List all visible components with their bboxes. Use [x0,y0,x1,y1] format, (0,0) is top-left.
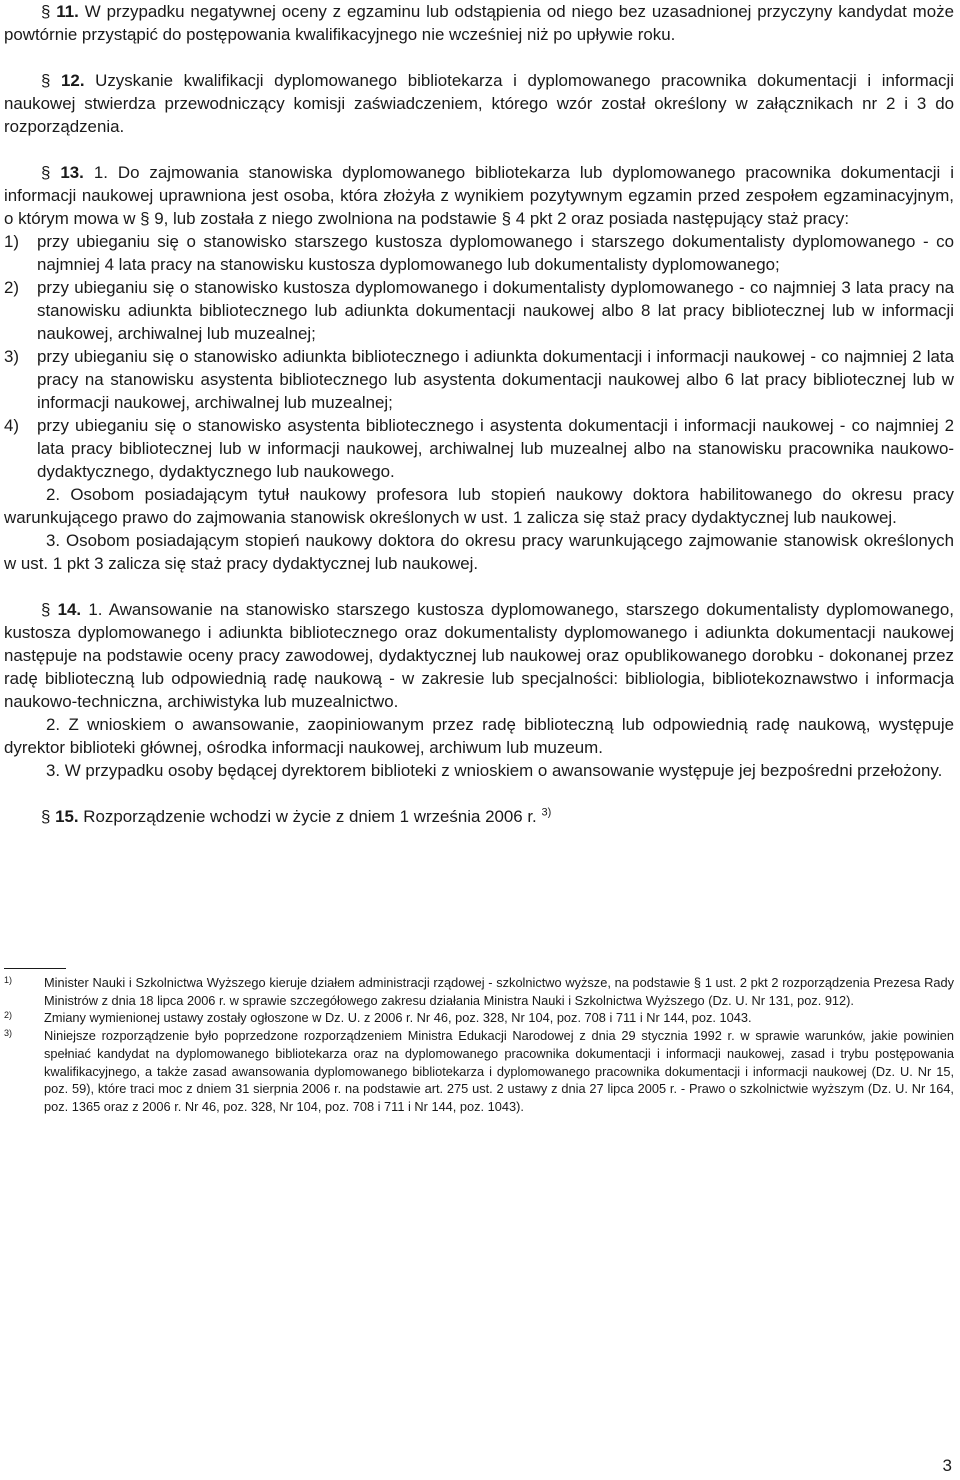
section-14-paragraph-3: 3. W przypadku osoby będącej dyrektorem biblioteki z wnioskiem o awansowanie występuje jej bezpośredni przełożony. [46,761,943,780]
list-item-number: 3) [4,347,20,366]
list-item-text: przy ubieganiu się o stanowisko kustosza dyplomowanego i dokumentalisty dyplomowanego - co najmniej 3 lata pracy na stanowisku adiunkta bibliotecznego lub adiunkta dokumentacji naukowej albo 8 lat pracy bibliotecznej lub w informacji naukowej, archiwalnej lub muzealnej; [37,278,954,343]
main-text [4,0,954,828]
section-number: 11. [56,2,79,21]
section-sign: § [501,209,512,228]
footnote-ref: 3) [541,806,552,819]
section-14-paragraph-1 [4,598,954,713]
footnote-mark: 1) [4,975,13,985]
section-sign: § [41,71,51,90]
section-sign: § [140,209,150,228]
section-11 [4,0,954,46]
section-15 [4,805,954,828]
section-sign: § [41,163,51,182]
section-15-text: Rozporządzenie wchodzi w życie z dniem 1 września 2006 r. [83,807,537,826]
section-12-text: Uzyskanie kwalifikacji dyplomowanego bibliotekarza i dyplomowanego pracownika dokumentacji i informacji naukowej stwierdza przewodniczący komisji zaświadczeniem, którego wzór został określony w załącznikach nr 2 i 3 do rozporządzenia. [4,71,954,136]
footnote-divider [4,968,66,969]
list-item-text: przy ubieganiu się o stanowisko asystenta bibliotecznego i asystenta dokumentacji i informacji naukowej - co najmniej 2 lata pracy bibliotecznej lub w informacji naukowej, archiwalnej lub muzealnej albo na stanowisku pracownika naukowo-dydaktycznego, dydaktycznego lub naukowego. [37,416,954,481]
footnotes [4,974,954,1116]
section-sign: § [41,600,51,619]
footnote [4,1027,954,1116]
section-13-text-c: 4 pkt 2 oraz posiada następujący staż pracy: [515,209,850,228]
list-item-text: przy ubieganiu się o stanowisko starszego kustosza dyplomowanego i starszego dokumentalisty dyplomowanego - co najmniej 4 lata pracy na stanowisku kustosza dyplomowanego lub dokumentalisty dyplomowanego; [37,232,954,274]
list-item-number: 1) [4,232,20,251]
footnote-mark: 2) [4,1010,13,1021]
list-item [4,230,954,276]
section-number: 13. [60,163,84,182]
section-14-paragraph-2: 2. Z wnioskiem o awansowanie, zaopiniowanym przez radę biblioteczną lub odpowiednią radę naukową, występuje dyrektor biblioteki głównej, ośrodka informacji naukowej, archiwum lub muzeum. [4,715,954,757]
list-item-text: przy ubieganiu się o stanowisko adiunkta bibliotecznego i adiunkta dokumentacji i informacji naukowej - co najmniej 2 lata pracy na stanowisku asystenta bibliotecznego lub asystenta dokumentacji naukowej albo 6 lat pracy bibliotecznej lub w informacji naukowej, archiwalnej lub muzealnej; [37,347,954,412]
footnote-text: Niniejsze rozporządzenie było poprzedzone rozporządzeniem Ministra Edukacji Narodowej z dnia 29 stycznia 1992 r. w sprawie warunków, jakie powinien spełniać kandydat na dyplomowanego bibliotekarza oraz na dyplomowanego pracownika dokumentacji i informacji naukowej, zasad i trybu postępowania kwalifikacyjnego, a także zasad awansowania dyplomowanego bibliotekarza i dyplomowanego pracownika dokumentacji i informacji naukowej (Dz. U. Nr 15, poz. 59), które traci moc z dniem 31 sierpnia 2006 r. na podstawie art. 275 ust. 2 ustawy z dnia 27 lipca 2005 r. - Prawo o szkolnictwie wyższym (Dz. U. Nr 164, poz. 1365 oraz z 2006 r. Nr 46, poz. 328, Nr 104, poz. 708 i 711 i Nr 144, poz. 1043). [44,1028,954,1114]
list-item-number: 4) [4,416,20,435]
section-number: 15. [55,807,79,826]
footnote-text: 1 ust. 2 pkt 2 rozporządzenia Prezesa Rady Ministrów z dnia 18 lipca 2006 r. w sprawie szczegółowego zakresu działania Ministra Nauki i Szkolnictwa Wyższego (Dz. U. Nr 131, poz. 912). [44,975,954,1008]
section-12 [4,69,954,138]
section-number: 12. [61,71,85,90]
footnote-mark: 3) [4,1028,13,1039]
section-sign: § [693,975,701,990]
section-13-paragraph-2: 2. Osobom posiadającym tytuł naukowy profesora lub stopień naukowy doktora habilitowanego do okresu pracy warunkującego prawo do zajmowania stanowisk określonych w ust. 1 zalicza się staż pracy dydaktycznej lub naukowej. [4,485,954,527]
section-number: 14. [57,600,82,619]
section-11-text: W przypadku negatywnej oceny z egzaminu lub odstąpienia od niego bez uzasadnionej przyczyny kandydat może powtórnie przystąpić do postępowania kwalifikacyjnego nie wcześniej niż po upływie roku. [4,2,954,44]
section-13-text-b: 9, lub została z niego zwolniona na podstawie [154,209,497,228]
list-item [4,414,954,483]
section-14-text: 1. Awansowanie na stanowisko starszego kustosza dyplomowanego, starszego dokumentalisty dyplomowanego, kustosza dyplomowanego i adiunkta bibliotecznego oraz dokumentalisty dyplomowanego i adiunkta dokumentacji naukowej następuje na podstawie oceny pracy zawodowej, dydaktycznej lub naukowej oraz opublikowanego dorobku - dokonanej przez radę biblioteczną lub odpowiednią radę naukową - w zakresie lub specjalności: bibliologia, bibliotekoznawstwo i informacja naukowo-techniczna, archiwistyka lub muzealnictwo. [4,600,954,711]
list-item [4,276,954,345]
footnote [4,1009,954,1027]
section-sign: § [41,2,51,21]
footnote [4,974,954,1009]
document-page [4,0,954,1114]
section-13-paragraph-3: 3. Osobom posiadającym stopień naukowy doktora do okresu pracy warunkującego zajmowanie stanowisk określonych w ust. 1 pkt 3 zalicza się staż pracy dydaktycznej lub naukowej. [4,531,954,573]
section-13-text-a: 1. Do zajmowania stanowiska dyplomowanego bibliotekarza lub dyplomowanego pracownika dokumentacji i informacji naukowej uprawniona jest osoba, która złożyła z wynikiem pozytywnym egzamin przed zespołem egzaminacyjnym, o którym mowa w [4,163,954,228]
section-13-paragraph-1 [4,161,954,230]
footnote-text: Minister Nauki i Szkolnictwa Wyższego kieruje działem administracji rządowej - szkolnictwo wyższe, na podstawie [44,975,691,990]
list-item [4,345,954,414]
footnote-text: Zmiany wymienionej ustawy zostały ogłoszone w Dz. U. z 2006 r. Nr 46, poz. 328, Nr 104, poz. 708 i 711 i Nr 144, poz. 1043. [44,1010,752,1026]
section-sign: § [41,807,51,826]
page-number: 3 [942,1456,952,1475]
list-item-number: 2) [4,278,20,297]
